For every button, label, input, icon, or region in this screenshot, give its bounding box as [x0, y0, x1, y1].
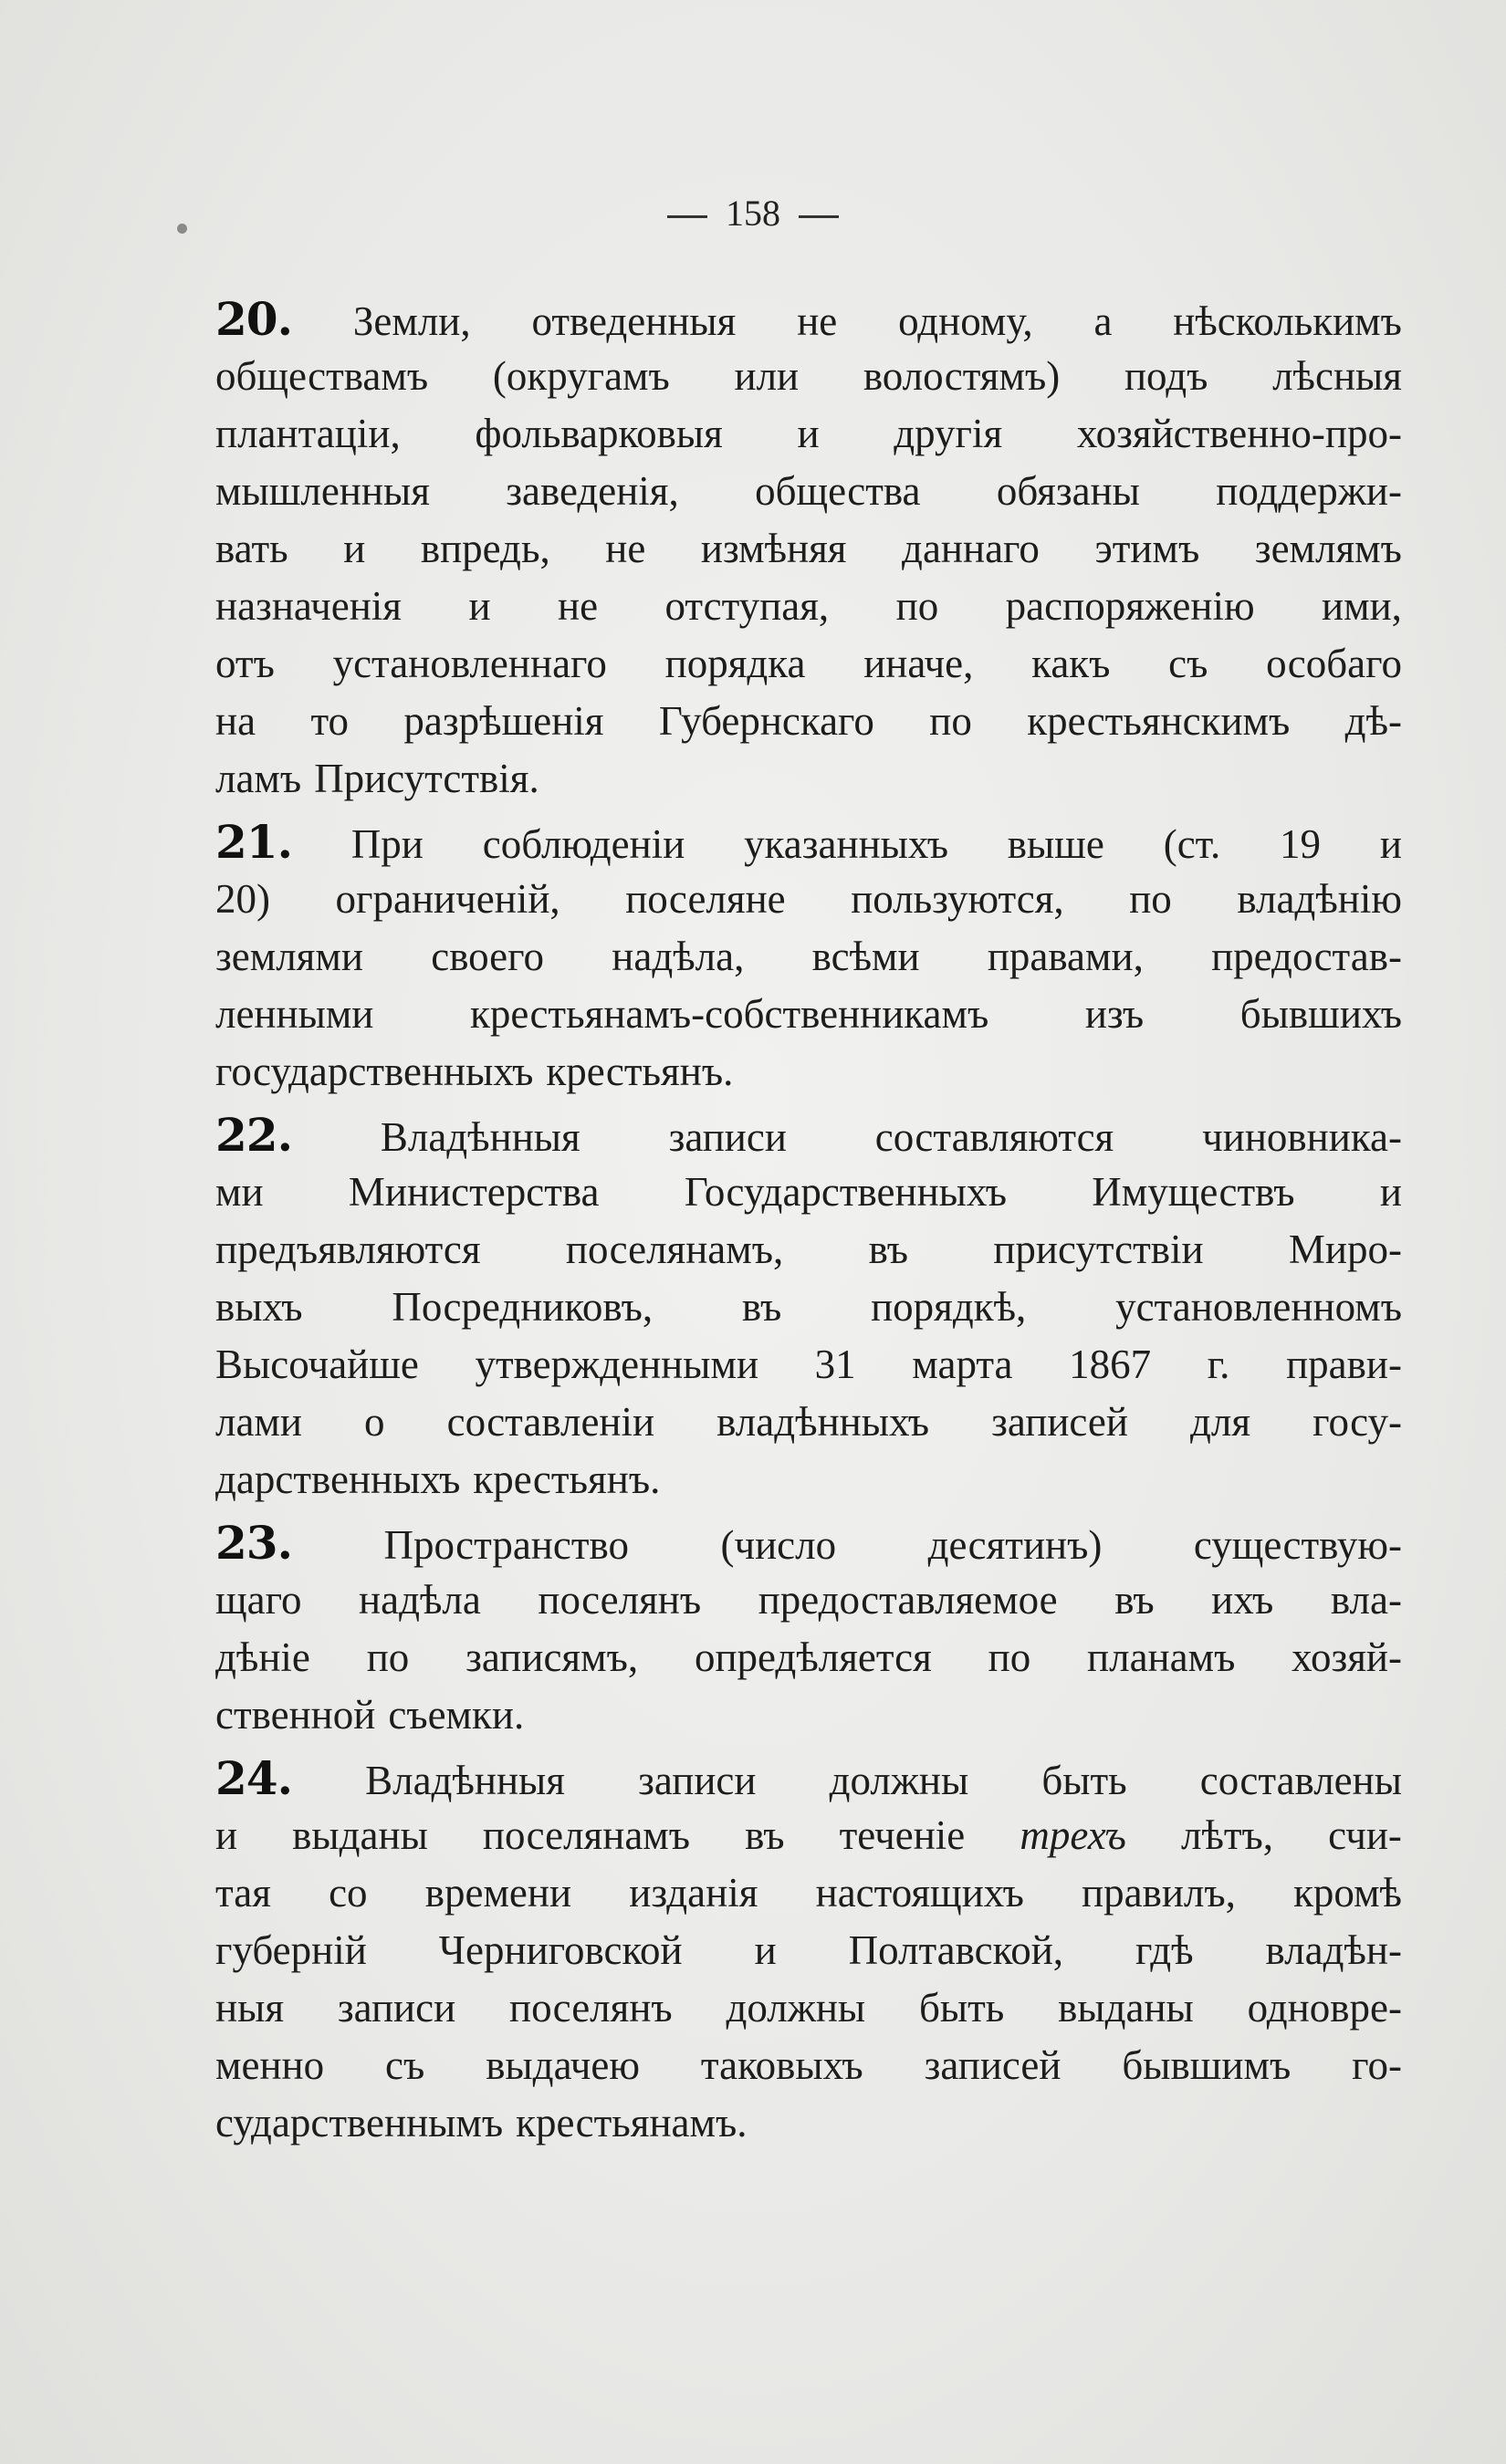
word: выше — [1007, 821, 1104, 867]
word: настоящихъ — [815, 1870, 1024, 1916]
word: соблюденіи — [482, 821, 685, 867]
text-line — [215, 1336, 1402, 1394]
paragraph-number: 21. — [215, 815, 292, 869]
word: крестьянамъ-собственникамъ — [470, 991, 989, 1037]
word: Министерства — [348, 1169, 600, 1215]
paragraph — [215, 290, 1402, 808]
text-line — [215, 1864, 1402, 1922]
word: го- — [1352, 2042, 1402, 2088]
header-dash-left — [667, 215, 707, 218]
word: времени — [424, 1870, 572, 1916]
text-line — [215, 1807, 1402, 1864]
word: Владѣнныя — [380, 1114, 580, 1160]
word: выхъ — [215, 1284, 303, 1330]
text-line — [215, 693, 1402, 750]
text-line — [215, 348, 1402, 405]
word: Высочайше — [215, 1342, 419, 1387]
text-line — [215, 1979, 1402, 2037]
text-line — [215, 463, 1402, 520]
page-number: 158 — [726, 193, 780, 234]
word: поселянамъ — [482, 1812, 691, 1858]
word: съ — [1168, 641, 1208, 686]
word: Полтавской, — [848, 1927, 1064, 1973]
text-line — [215, 813, 1402, 871]
word: изданія — [629, 1870, 758, 1916]
word: владѣн- — [1265, 1927, 1402, 1973]
text-line — [215, 1629, 1402, 1686]
word: одному, — [898, 298, 1033, 344]
word: ихъ — [1211, 1577, 1274, 1623]
word: обществамъ — [215, 353, 429, 399]
word: Государственныхъ — [684, 1169, 1007, 1215]
word: ныя — [215, 1985, 285, 2031]
word: и — [343, 526, 366, 571]
word: При — [350, 821, 424, 867]
word: порядкѣ, — [871, 1284, 1027, 1330]
word: записи — [668, 1114, 787, 1160]
word: мышленныя — [215, 468, 430, 514]
text-line — [215, 1922, 1402, 1979]
word: быть — [1041, 1758, 1127, 1803]
text-line — [215, 2037, 1402, 2094]
text-line — [215, 1571, 1402, 1629]
word: не — [605, 526, 646, 571]
word: записямъ, — [465, 1634, 639, 1680]
word: отведенныя — [531, 298, 737, 344]
word: ственной — [215, 1692, 376, 1738]
word: теченіе — [839, 1812, 966, 1858]
word: волостямъ) — [863, 353, 1061, 399]
word: установленномъ — [1115, 1284, 1402, 1330]
word: записи — [638, 1758, 757, 1803]
word: 20) — [215, 876, 270, 922]
word: надѣла, — [612, 934, 745, 979]
word: ми — [215, 1169, 264, 1215]
word: поселянъ — [538, 1577, 702, 1623]
word: не — [557, 583, 599, 629]
word: фольварковыя — [475, 411, 723, 456]
word: или — [734, 353, 800, 399]
word: бывшимъ — [1122, 2042, 1292, 2088]
word: десятинъ) — [927, 1522, 1103, 1568]
text-line — [215, 750, 1402, 808]
word: хозяйственно-про- — [1076, 411, 1402, 456]
word: порядка — [664, 641, 806, 686]
word: не — [797, 298, 838, 344]
word: выданы — [292, 1812, 428, 1858]
paragraph-gap — [215, 2152, 1402, 2157]
text-line — [215, 1686, 1402, 1744]
word: со — [329, 1870, 368, 1916]
word: ламъ — [215, 756, 302, 801]
word: правами, — [987, 934, 1144, 979]
word: трехъ — [1020, 1812, 1126, 1858]
word: поселянамъ, — [565, 1227, 784, 1272]
word: г. — [1207, 1342, 1230, 1387]
word: выданы — [1058, 1985, 1194, 2031]
word: одновре- — [1247, 1985, 1402, 2031]
word: вать — [215, 526, 288, 571]
text-line — [215, 2094, 1402, 2152]
word: бывшихъ — [1239, 991, 1402, 1037]
text-line — [215, 578, 1402, 635]
word: правилъ, — [1082, 1870, 1236, 1916]
word: гдѣ — [1135, 1927, 1194, 1973]
word: лами — [215, 1399, 302, 1445]
word: въ — [745, 1812, 785, 1858]
text-line — [215, 1451, 1402, 1509]
word: по — [895, 583, 939, 629]
word: владѣнныхъ — [716, 1399, 930, 1445]
word: съемки. — [388, 1692, 525, 1738]
word: Посредниковъ, — [392, 1284, 654, 1330]
word: ими, — [1322, 583, 1402, 629]
word: предоставляемое — [758, 1577, 1058, 1623]
word: записей — [991, 1399, 1128, 1445]
word: плантаціи, — [215, 411, 401, 456]
word: опредѣляется — [694, 1634, 932, 1680]
word: назначенія — [215, 583, 402, 629]
word: по — [929, 698, 972, 744]
word: составленіи — [446, 1399, 655, 1445]
word: ленными — [215, 991, 374, 1037]
word: а — [1093, 298, 1113, 344]
word: государственныхъ — [215, 1049, 534, 1094]
word: даннаго — [902, 526, 1040, 571]
word: пользуются, — [851, 876, 1064, 922]
word: какъ — [1031, 641, 1111, 686]
word: кромѣ — [1293, 1870, 1402, 1916]
word: (ст. — [1163, 821, 1221, 867]
word: впредь, — [420, 526, 550, 571]
page-number-header — [0, 192, 1506, 235]
word: землямъ — [1254, 526, 1402, 571]
word: Миро- — [1288, 1227, 1402, 1272]
word: щаго — [215, 1577, 302, 1623]
word: составляются — [874, 1114, 1114, 1160]
word: измѣняя — [700, 526, 847, 571]
word: должны — [726, 1985, 866, 2031]
word: планамъ — [1087, 1634, 1236, 1680]
paragraph-number: 20. — [215, 292, 292, 346]
word: дѣніе — [215, 1634, 310, 1680]
word: поселяне — [625, 876, 786, 922]
text-line — [215, 1043, 1402, 1101]
word: изъ — [1084, 991, 1145, 1037]
word: губерній — [215, 1927, 367, 1973]
word: крестьянъ. — [546, 1049, 734, 1094]
word: прави- — [1286, 1342, 1402, 1387]
word: чиновника- — [1202, 1114, 1402, 1160]
text-line — [215, 986, 1402, 1043]
word: особаго — [1266, 641, 1402, 686]
paragraph-number: 23. — [215, 1516, 292, 1570]
text-line — [215, 1164, 1402, 1221]
word: о — [364, 1399, 385, 1445]
word: утвержденными — [475, 1342, 759, 1387]
word: Черниговской — [438, 1927, 683, 1973]
word: лѣтъ, — [1180, 1812, 1274, 1858]
word: быть — [918, 1985, 1005, 2031]
word: надѣла — [359, 1577, 481, 1623]
text-line — [215, 635, 1402, 693]
word: поселянъ — [508, 1985, 673, 2031]
text-line — [215, 871, 1402, 928]
word: крестьянскимъ — [1027, 698, 1291, 744]
word: для — [1190, 1399, 1251, 1445]
text-line — [215, 1514, 1402, 1571]
text-line — [215, 290, 1402, 348]
paragraph — [215, 1749, 1402, 2152]
word: госу- — [1313, 1399, 1402, 1445]
word: менно — [215, 2042, 325, 2088]
word: по — [988, 1634, 1031, 1680]
word: присутствіи — [993, 1227, 1204, 1272]
word: отступая, — [664, 583, 830, 629]
word: Земли, — [352, 298, 471, 344]
word: марта — [912, 1342, 1013, 1387]
word: (число — [720, 1522, 837, 1568]
word: хозяй- — [1292, 1634, 1402, 1680]
word: другія — [894, 411, 1003, 456]
text-line — [215, 928, 1402, 986]
paragraph — [215, 1514, 1402, 1744]
word: Губернскаго — [658, 698, 874, 744]
word: дарственныхъ — [215, 1456, 461, 1502]
word: должны — [829, 1758, 969, 1803]
word: этимъ — [1094, 526, 1200, 571]
word: общества — [755, 468, 921, 514]
word: вла- — [1330, 1577, 1402, 1623]
word: и — [797, 411, 820, 456]
text-line — [215, 1749, 1402, 1807]
word: составлены — [1199, 1758, 1402, 1803]
word: и — [468, 583, 491, 629]
word: своего — [431, 934, 544, 979]
word: записей — [924, 2042, 1062, 2088]
text-line — [215, 520, 1402, 578]
paragraph — [215, 813, 1402, 1101]
word: тая — [215, 1870, 271, 1916]
word: указанныхъ — [744, 821, 948, 867]
word: въ — [1114, 1577, 1155, 1623]
word: и — [754, 1927, 777, 1973]
word: лѣсныя — [1272, 353, 1402, 399]
word: въ — [868, 1227, 909, 1272]
word: 31 — [814, 1342, 856, 1387]
word: крестьянъ. — [473, 1456, 661, 1502]
word: Присутствія. — [314, 756, 539, 801]
word: установленнаго — [332, 641, 607, 686]
word: по — [1129, 876, 1172, 922]
word: распоряженію — [1005, 583, 1255, 629]
word: счи- — [1328, 1812, 1402, 1858]
word: дѣ- — [1344, 698, 1402, 744]
word: съ — [385, 2042, 425, 2088]
word: то — [310, 698, 350, 744]
word: нѣсколькимъ — [1173, 298, 1402, 344]
word: предостав- — [1211, 934, 1402, 979]
word: землями — [215, 934, 363, 979]
paragraph — [215, 1106, 1402, 1509]
word: записи — [337, 1985, 456, 2031]
word: по — [366, 1634, 410, 1680]
word: подъ — [1124, 353, 1208, 399]
word: заведенія, — [506, 468, 679, 514]
text-line — [215, 1279, 1402, 1336]
word: и — [1379, 1169, 1402, 1215]
word: обязаны — [996, 468, 1140, 514]
header-dash-right — [799, 215, 839, 218]
word: выдачею — [486, 2042, 640, 2088]
word: крестьянамъ. — [516, 2100, 748, 2146]
word: сударственнымъ — [215, 2100, 504, 2146]
word: и — [1379, 821, 1402, 867]
word: разрѣшенія — [403, 698, 604, 744]
word: иначе, — [863, 641, 974, 686]
word: ограниченій, — [335, 876, 560, 922]
word: Пространство — [383, 1522, 629, 1568]
text-line — [215, 405, 1402, 463]
word: (округамъ — [492, 353, 670, 399]
word: на — [215, 698, 256, 744]
text-line — [215, 1221, 1402, 1279]
text-line — [215, 1106, 1402, 1164]
word: предъявляются — [215, 1227, 481, 1272]
word: таковыхъ — [700, 2042, 863, 2088]
word: отъ — [215, 641, 275, 686]
paragraph-number: 22. — [215, 1108, 292, 1162]
paragraph-number: 24. — [215, 1751, 292, 1805]
word: въ — [741, 1284, 782, 1330]
word: 19 — [1280, 821, 1322, 867]
word: Имуществъ — [1092, 1169, 1295, 1215]
word: и — [215, 1812, 238, 1858]
word: Владѣнныя — [365, 1758, 565, 1803]
text-line — [215, 1394, 1402, 1451]
word: всѣми — [811, 934, 920, 979]
word: поддержи- — [1216, 468, 1402, 514]
word: 1867 — [1069, 1342, 1152, 1387]
word: существую- — [1193, 1522, 1402, 1568]
word: владѣнію — [1237, 876, 1402, 922]
body-text — [215, 290, 1402, 2157]
